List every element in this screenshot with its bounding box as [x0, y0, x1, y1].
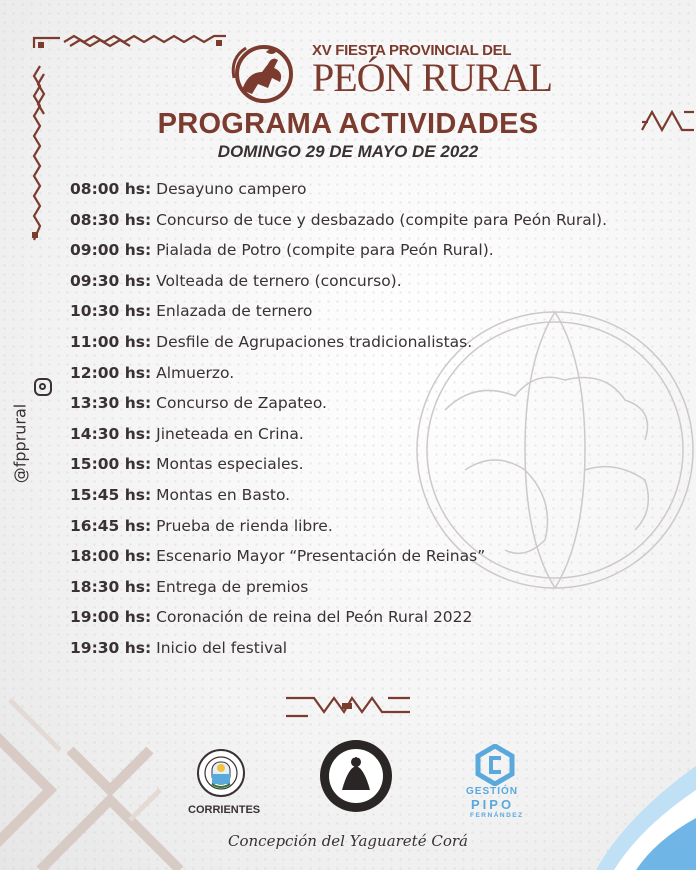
schedule-time: 18:00 hs: — [70, 547, 152, 566]
schedule-activity: Desayuno campero — [156, 180, 307, 198]
schedule-item — [70, 482, 607, 513]
schedule-time: 09:30 hs: — [70, 271, 152, 290]
program-date: DOMINGO 29 DE MAYO DE 2022 — [217, 142, 479, 161]
gestion-label: GESTIÓN — [466, 786, 519, 797]
schedule-time: 15:00 hs: — [70, 455, 152, 474]
schedule-time: 11:00 hs: — [70, 332, 152, 351]
brand-name: PEÓN RURAL — [312, 55, 553, 100]
pipo-label: PIPO — [471, 797, 515, 812]
activity-schedule — [70, 176, 607, 666]
schedule-item — [70, 390, 607, 421]
instagram-handle[interactable]: @fpprural — [10, 403, 30, 484]
gestion-pipo-logo-icon — [474, 744, 516, 786]
bottom-center-ornament — [284, 694, 412, 720]
schedule-activity: Prueba de rienda libre. — [156, 516, 333, 535]
schedule-item — [70, 635, 607, 666]
schedule-activity: Desfile de Agrupaciones tradicionalistas. — [156, 332, 473, 351]
schedule-time: 10:30 hs: — [70, 302, 152, 321]
schedule-activity: Entrega de premios — [156, 577, 309, 596]
schedule-item — [70, 513, 607, 544]
schedule-item — [70, 237, 607, 268]
schedule-activity: Enlazada de ternero — [156, 302, 313, 321]
schedule-activity: Escenario Mayor “Presentación de Reinas” — [156, 547, 486, 566]
schedule-item — [70, 298, 607, 329]
schedule-item — [70, 360, 607, 391]
schedule-item — [70, 176, 607, 207]
schedule-item — [70, 604, 607, 635]
schedule-activity: Inicio del festival — [156, 638, 288, 657]
schedule-time: 14:30 hs: — [70, 424, 152, 443]
schedule-time: 19:30 hs: — [70, 638, 152, 657]
schedule-time: 15:45 hs: — [70, 485, 152, 504]
schedule-item — [70, 421, 607, 452]
municipality-seal-logo — [318, 738, 394, 814]
schedule-activity: Montas en Basto. — [156, 485, 291, 504]
schedule-time: 12:00 hs: — [70, 363, 152, 382]
schedule-activity: Jineteada en Crina. — [156, 424, 304, 443]
schedule-item — [70, 268, 607, 299]
schedule-time: 09:00 hs: — [70, 241, 152, 260]
schedule-item — [70, 329, 607, 360]
schedule-time: 19:00 hs: — [70, 608, 152, 627]
event-brand — [228, 38, 553, 108]
schedule-activity: Concurso de tuce y desbazado (compite para Peón Rural). — [156, 210, 608, 229]
schedule-item — [70, 543, 607, 574]
schedule-activity: Volteada de ternero (concurso). — [156, 271, 402, 290]
schedule-activity: Almuerzo. — [156, 363, 235, 382]
schedule-time: 16:45 hs: — [70, 516, 152, 535]
schedule-time: 13:30 hs: — [70, 394, 152, 413]
schedule-activity: Montas especiales. — [156, 455, 304, 474]
corrientes-government-logo — [196, 748, 246, 806]
brand-edition: XV FIESTA PROVINCIAL DEL — [312, 42, 512, 59]
corrientes-label: CORRIENTES — [188, 804, 261, 816]
footer-slogan: Concepción del Yaguareté Corá — [228, 832, 468, 850]
schedule-activity: Coronación de reina del Peón Rural 2022 — [156, 608, 473, 627]
schedule-time: 18:30 hs: — [70, 577, 152, 596]
gaucho-rider-emblem — [228, 38, 298, 104]
program-title: PROGRAMA ACTIVIDADES — [157, 108, 539, 140]
schedule-activity: Pialada de Potro (compite para Peón Rural). — [156, 241, 494, 260]
schedule-item — [70, 451, 607, 482]
schedule-time: 08:00 hs: — [70, 180, 152, 198]
schedule-time: 08:30 hs: — [70, 210, 152, 229]
schedule-item — [70, 207, 607, 238]
schedule-item — [70, 574, 607, 605]
fernandez-label: FERNÁNDEZ — [470, 812, 524, 819]
instagram-icon[interactable] — [34, 378, 52, 396]
schedule-activity: Concurso de Zapateo. — [156, 394, 327, 413]
